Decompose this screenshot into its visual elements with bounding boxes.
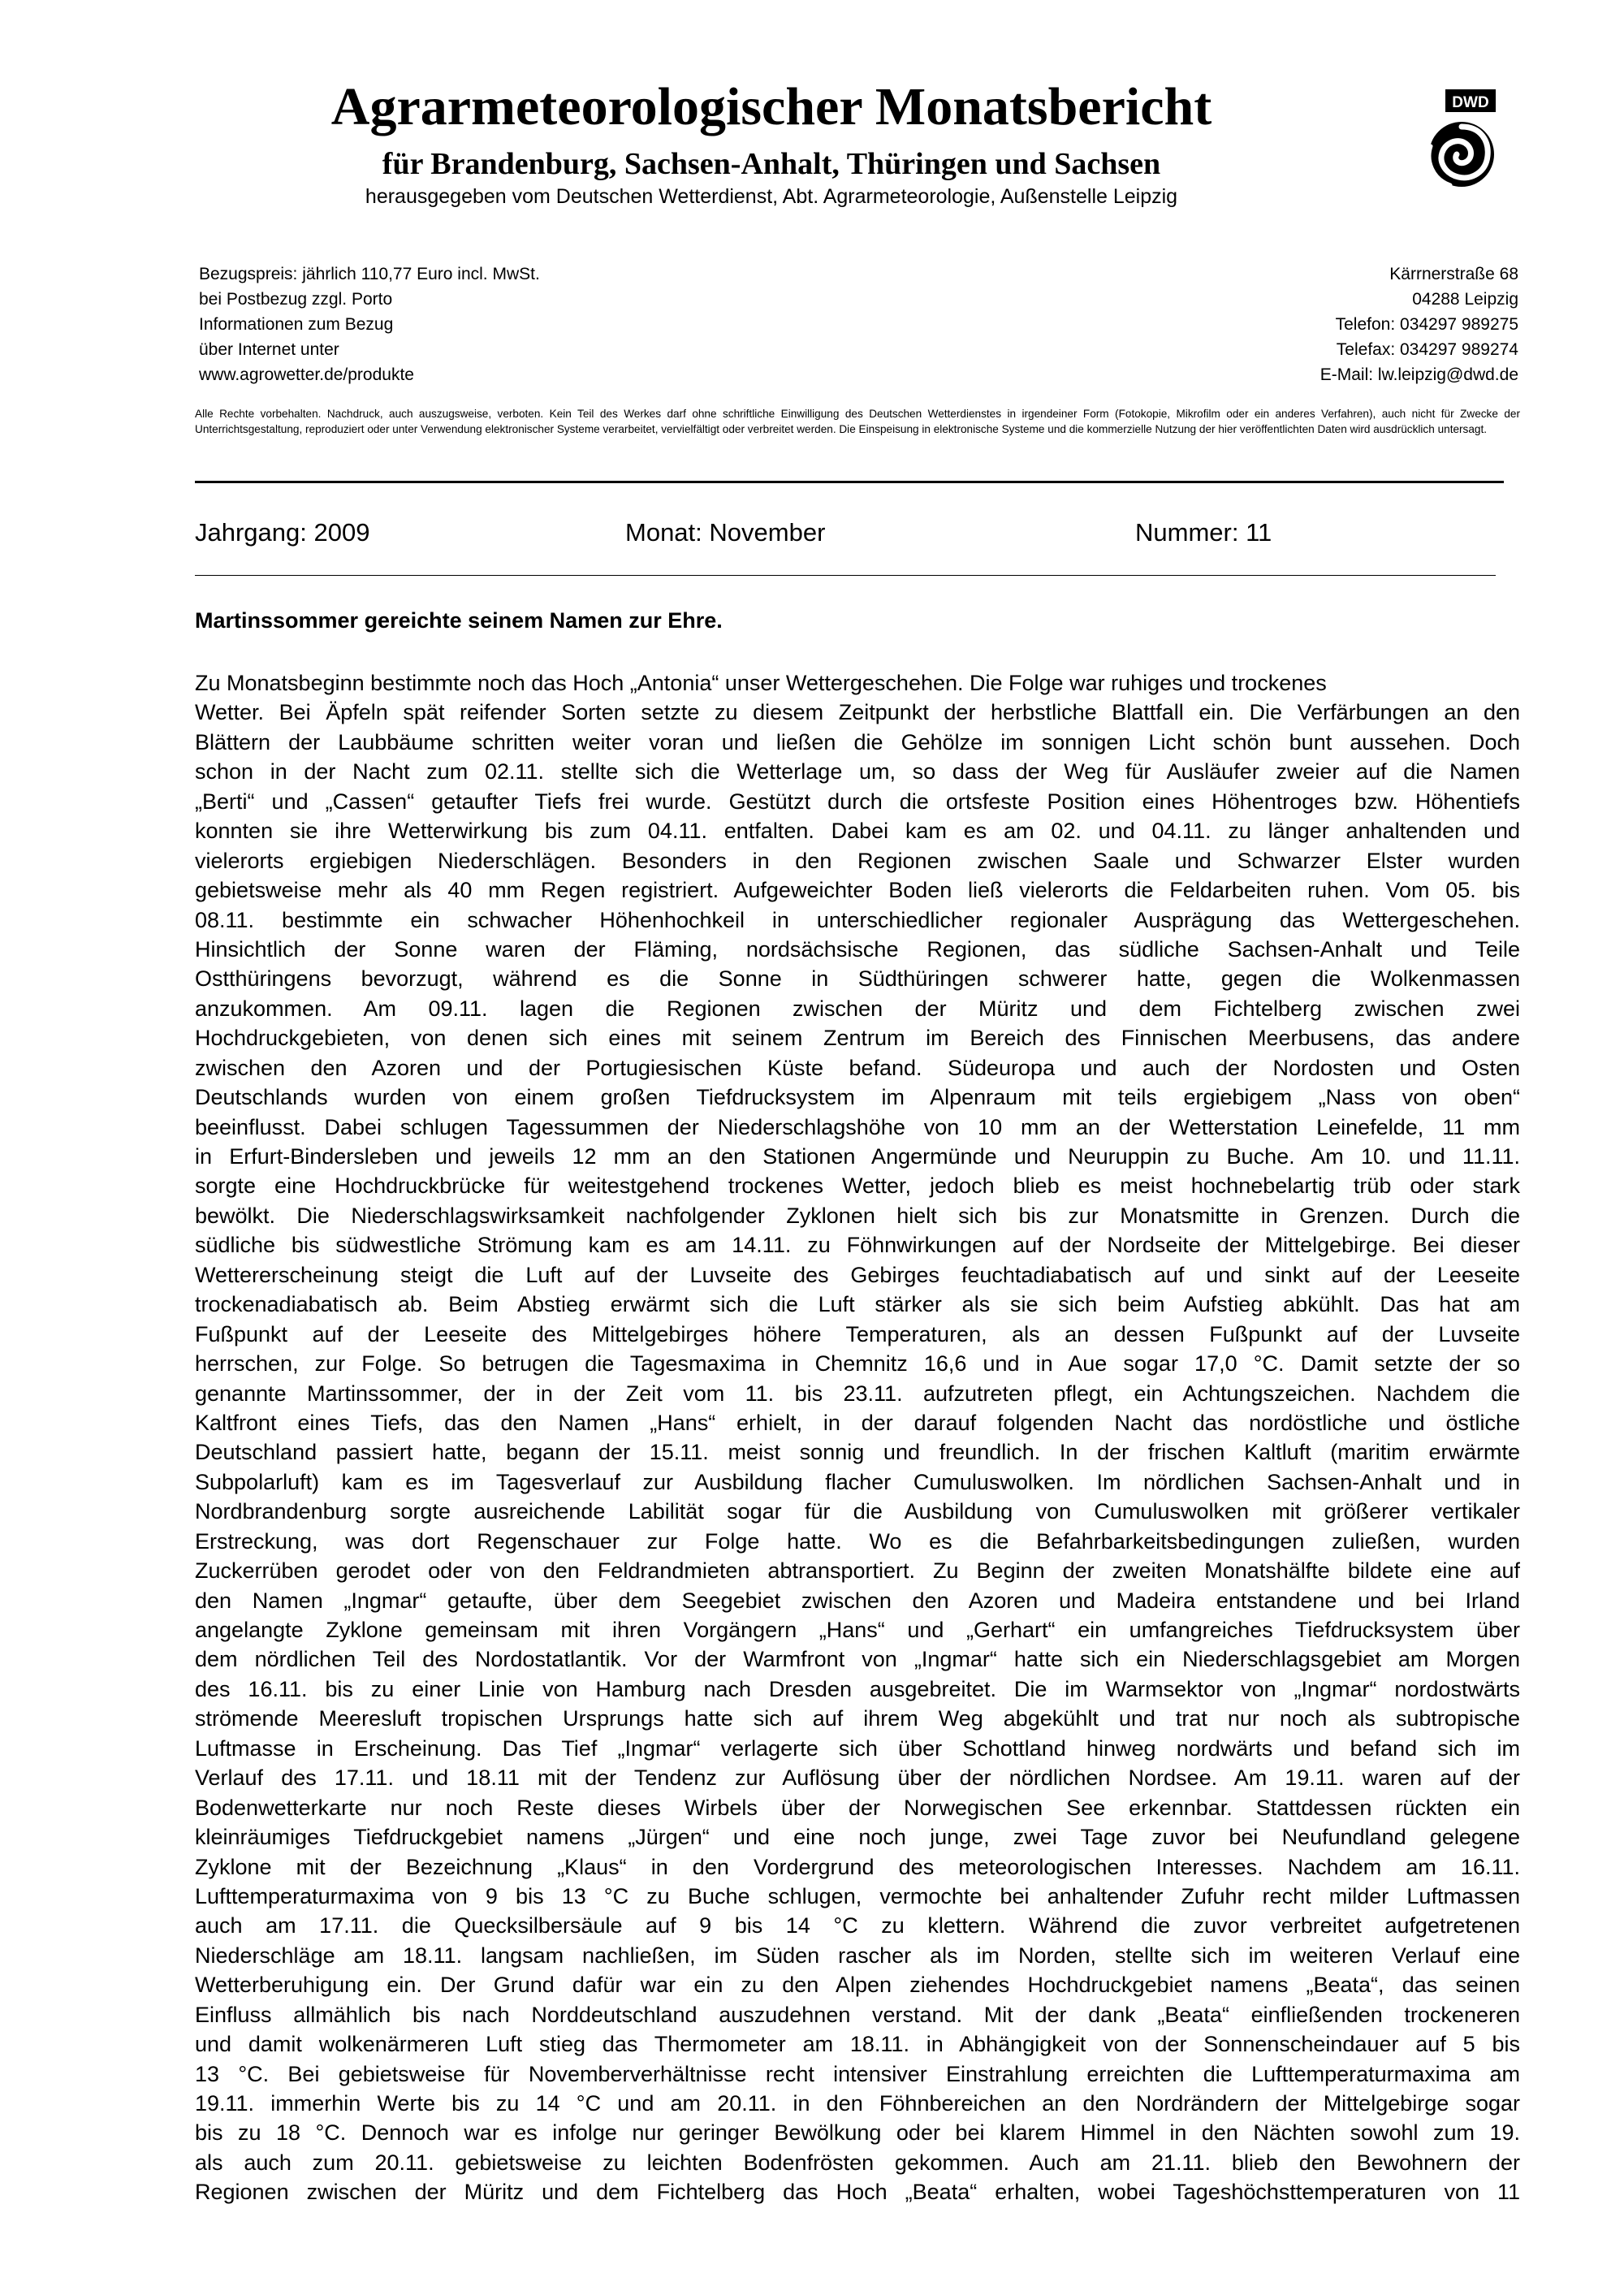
rights-notice: Alle Rechte vorbehalten. Nachdruck, auch auszugsweise, verboten. Kein Teil des Werkes darf ohne schriftliche Einwilligung des Deutschen Wetterdienstes in irgendeiner Form (Fotokopie, Mikrofilm oder ein anderes Verfahren), auch nicht für Zwecke der Unterrichtsgestaltung, reproduziert oder unter Verwendung elektronischer Systeme verarbeitet, vervielfältigt oder verbreitet werden. Die Einspeisung in elektronische Systeme und die kommerzielle Nutzung der hier veröffentlichten Daten wird ausdrücklich untersagt.	[195, 408, 1520, 435]
dwd-logo	[1413, 88, 1502, 193]
body-line: Hinsichtlich der Sonne waren der Fläming, nordsächsische Regionen, das südliche Sachsen-Anhalt und Teile	[195, 936, 1520, 962]
body-line: den Namen „Ingmar“ getaufte, über dem Seegebiet zwischen den Azoren und Madeira entstandene und bei Irland	[195, 1588, 1520, 1613]
info-subscription: Informationen zum Bezug	[199, 315, 394, 334]
body-line: Lufttemperaturmaxima von 9 bis 13 °C zu Buche schlugen, vermochte bei anhaltender Zufuhr recht milder Luftmassen	[195, 1883, 1520, 1908]
body-line: Bodenwetterkarte nur noch Reste dieses Wirbels über der Norwegischen See erkennbar. Stattdessen rückten ein	[195, 1795, 1520, 1820]
month-value: November	[709, 518, 826, 547]
body-line: zwischen den Azoren und der Portugiesischen Küste befand. Südeuropa und auch der Nordosten und Osten	[195, 1055, 1520, 1080]
info-postage: bei Postbezug zzgl. Porto	[199, 290, 393, 309]
body-line: des 16.11. bis zu einer Linie von Hamburg nach Dresden ausgebreitet. Die im Warmsektor von „Ingmar“ nordostwärts	[195, 1676, 1520, 1701]
body-line: Verlauf des 17.11. und 18.11 mit der Tendenz zur Auflösung über der nördlichen Nordsee. Am 19.11. waren auf der	[195, 1766, 1520, 1791]
year-value: 2009	[313, 518, 370, 547]
subscription-info	[199, 261, 767, 387]
body-line: Hochdruckgebieten, von denen sich eines mit seinem Zentrum im Bereich des Finnischen Meerbusens, das andere	[195, 1026, 1520, 1051]
body-line: herrschen, zur Folge. So betrugen die Tagesmaxima in Chemnitz 16,6 und in Aue sogar 17,0 °C. Damit setzte der so	[195, 1351, 1520, 1377]
body-line: bewölkt. Die Niederschlagswirksamkeit nachfolgender Zyklonen hielt sich bis zur Monatsmitte in Grenzen. Durch die	[195, 1203, 1520, 1228]
body-line: Ostthüringens bevorzugt, während es die Sonne in Südthüringen schwerer hatte, gegen die Wolkenmassen	[195, 966, 1520, 992]
number-field	[1135, 516, 1272, 549]
publisher-line: herausgegeben vom Deutschen Wetterdienst, Abt. Agrarmeteorologie, Außenstelle Leipzig	[365, 185, 1178, 208]
report-subtitle: für Brandenburg, Sachsen-Anhalt, Thüringen und Sachsen	[382, 147, 1161, 181]
article-headline: Martinssommer gereichte seinem Namen zur Ehre.	[195, 608, 723, 633]
body-line: in Erfurt-Bindersleben und jeweils 12 mm an den Stationen Angermünde und Neuruppin zu Buche. Am 10. und 11.11.	[195, 1144, 1520, 1169]
body-line: Wetter. Bei Äpfeln spät reifender Sorten setzte zu diesem Zeitpunkt der herbstliche Blattfall ein. Die Verfärbungen an den	[195, 700, 1520, 725]
month-field	[625, 516, 825, 549]
body-line: 19.11. immerhin Werte bis zu 14 °C und am 20.11. in den Föhnbereichen an den Nordrändern der Mittelgebirge sogar	[195, 2091, 1520, 2116]
body-line: dem nördlichen Teil des Nordostatlantik. Vor der Warmfront von „Ingmar“ hatte sich ein Niederschlagsgebiet am Morgen	[195, 1647, 1520, 1672]
body-line: kleinräumiges Tiefdruckgebiet namens „Jürgen“ und eine noch junge, zwei Tage zuvor bei Neufundland gelegene	[195, 1825, 1520, 1850]
body-line: strömende Meeresluft tropischen Ursprungs hatte sich auf ihrem Weg abgekühlt und trat nur noch als subtropische	[195, 1706, 1520, 1731]
month-label: Monat:	[625, 518, 702, 547]
body-line: Blättern der Laubbäume schritten weiter voran und ließen die Gehölze im sonnigen Licht schön bunt aussehen. Doch	[195, 729, 1520, 754]
contact-email-link[interactable]: E-Mail: lw.leipzig@dwd.de	[1320, 365, 1518, 384]
divider-meta	[195, 575, 1496, 576]
body-line: Erstreckung, was dort Regenschauer zur Folge hatte. Wo es die Befahrbarkeitsbedingungen zuließen, wurden	[195, 1528, 1520, 1554]
body-line: gebietsweise mehr als 40 mm Regen registriert. Aufgeweichter Boden ließ vielerorts die Feldarbeiten ruhen. Vom 05. bis	[195, 878, 1520, 903]
contact-fax: Telefax: 034297 989274	[1336, 340, 1518, 359]
body-line: 08.11. bestimmte ein schwacher Höhenhochkeil in unterschiedlicher regionaler Ausprägung das Wettergeschehen.	[195, 907, 1520, 932]
body-line: Zuckerrüben gerodet oder von den Feldrandmieten abtransportiert. Zu Beginn der zweiten Monatshälfte bildete eine auf	[195, 1558, 1520, 1584]
info-internet: über Internet unter	[199, 340, 339, 359]
body-line: als auch zum 20.11. gebietsweise zu leichten Bodenfrösten gekommen. Auch am 21.11. blieb den Bewohnern der	[195, 2150, 1520, 2175]
body-line: beeinflusst. Dabei schlugen Tagessummen der Niederschlagshöhe von 10 mm an der Wetterstation Leinefelde, 11 mm	[195, 1114, 1520, 1139]
body-line	[195, 2207, 1520, 2237]
body-line: Luftmasse in Erscheinung. Das Tief „Ingmar“ verlagerte sich über Schottland hinweg nordwärts und befand sich im	[195, 1735, 1520, 1761]
body-line: Zu Monatsbeginn bestimmte noch das Hoch „Antonia“ unser Wettergeschehen. Die Folge war ruhiges und trockenes	[195, 671, 1327, 695]
body-line: Subpolarluft) kam es im Tagesverlauf zur Ausbildung flacher Cumuluswolken. Im nördlichen Sachsen-Anhalt und in	[195, 1469, 1520, 1494]
body-line: Regionen zwischen der Müritz und dem Fichtelberg das Hoch „Beata“ erhalten, wobei Tageshöchsttemperaturen von 11	[195, 2180, 1520, 2205]
body-line: Nordbrandenburg sorgte ausreichende Labilität sogar für die Ausbildung von Cumuluswolken mit größerer vertikaler	[195, 1499, 1520, 1524]
contact-phone: Telefon: 034297 989275	[1335, 315, 1518, 334]
body-line: angelangte Zyklone gemeinsam mit ihren Vorgängern „Hans“ und „Gerhart“ ein umfangreiches Tiefdrucksystem über	[195, 1618, 1520, 1642]
body-line: auch am 17.11. die Quecksilbersäule auf 9 bis 14 °C zu klettern. Während die zuvor verbreitet aufgetretenen	[195, 1913, 1520, 1938]
body-line: Deutschland passiert hatte, begann der 15.11. meist sonnig und freundlich. In der frischen Kaltluft (maritim erwärmte	[195, 1440, 1520, 1465]
contact-city: 04288 Leipzig	[1412, 290, 1518, 309]
body-line: anzukommen. Am 09.11. lagen die Regionen zwischen der Müritz und dem Fichtelberg zwischen zwei	[195, 996, 1520, 1021]
report-title: Agrarmeteorologischer Monatsbericht	[330, 77, 1212, 136]
contact-street: Kärrnerstraße 68	[1389, 265, 1518, 283]
year-field	[195, 516, 369, 549]
body-line: Fußpunkt auf der Leeseite des Mittelgebirges höhere Temperaturen, als an dessen Fußpunkt auf der Luvseite	[195, 1321, 1520, 1346]
body-line: Wettererscheinung steigt die Luft auf der Luvseite des Gebirges feuchtadiabatisch auf und sinkt auf der Leeseite	[195, 1262, 1520, 1287]
body-line: vielerorts ergiebigen Niederschlägen. Besonders in den Regionen zwischen Saale und Schwarzer Elster wurden	[195, 848, 1520, 873]
body-line: Einfluss allmählich bis nach Norddeutschland auszudehnen verstand. Mit der dank „Beata“ einfließenden trockeneren	[195, 2002, 1520, 2027]
body-line: Zyklone mit der Bezeichnung „Klaus“ in den Vordergrund des meteorologischen Interesses. Nachdem am 16.11.	[195, 1854, 1520, 1879]
contact-info	[1080, 261, 1518, 387]
body-line: Niederschläge am 18.11. langsam nachließen, im Süden rascher als im Norden, stellte sich im weiteren Verlauf eine	[195, 1943, 1520, 1968]
number-label: Nummer:	[1135, 518, 1239, 547]
article-body	[195, 668, 1520, 2237]
body-line: südliche bis südwestliche Strömung kam es am 14.11. zu Föhnwirkungen auf der Nordseite der Mittelgebirge. Bei dieser	[195, 1233, 1520, 1258]
body-line: schon in der Nacht zum 02.11. stellte sich die Wetterlage um, so dass der Weg für Ausläufer zweier auf die Namen	[195, 759, 1520, 784]
body-line: sorgte eine Hochdruckbrücke für weitestgehend trockenes Wetter, jedoch blieb es meist hochnebelartig trüb oder stark	[195, 1173, 1520, 1199]
divider-top	[195, 481, 1504, 483]
body-line: genannte Martinssommer, der in der Zeit vom 11. bis 23.11. aufzutreten pflegt, ein Achtungszeichen. Nachdem die	[195, 1381, 1520, 1406]
body-line: Wetterberuhigung ein. Der Grund dafür war ein zu den Alpen ziehendes Hochdruckgebiet namens „Beata“, das seinen	[195, 1973, 1520, 1998]
body-line: bis zu 18 °C. Dennoch war es infolge nur geringer Bewölkung oder bei klarem Himmel in den Nächten sowohl zum 19.	[195, 2120, 1520, 2146]
info-url-link[interactable]: www.agrowetter.de/produkte	[199, 365, 414, 384]
logo-text: DWD	[1452, 94, 1489, 111]
number-value: 11	[1246, 518, 1272, 547]
body-line: Deutschlands wurden von einem großen Tiefdrucksystem im Alpenraum mit teils ergiebigem „Nass von oben“	[195, 1085, 1520, 1110]
info-price: Bezugspreis: jährlich 110,77 Euro incl. MwSt.	[199, 265, 540, 283]
year-label: Jahrgang:	[195, 518, 307, 547]
body-line: Kaltfront eines Tiefs, das den Namen „Hans“ erhielt, in der darauf folgenden Nacht das nordöstliche und östliche	[195, 1410, 1520, 1435]
body-line: „Berti“ und „Cassen“ getaufter Tiefs frei wurde. Gestützt durch die ortsfeste Position eines Höhentroges bzw. Höhentiefs	[195, 789, 1520, 814]
body-line: 13 °C. Bei gebietsweise für Novemberverhältnisse recht intensiver Einstrahlung erreichten die Lufttemperaturmaxima am	[195, 2061, 1520, 2086]
body-line: konnten sie ihre Wetterwirkung bis zum 04.11. entfalten. Dabei kam es am 02. und 04.11. zu länger anhaltenden und	[195, 819, 1520, 844]
body-line: und damit wolkenärmeren Luft stieg das Thermometer am 18.11. in Abhängigkeit von der Sonnenscheindauer auf 5 bis	[195, 2032, 1520, 2057]
body-line: trockenadiabatisch ab. Beim Abstieg erwärmt sich die Luft stärker als sie sich beim Aufstieg abkühlt. Das hat am	[195, 1292, 1520, 1317]
